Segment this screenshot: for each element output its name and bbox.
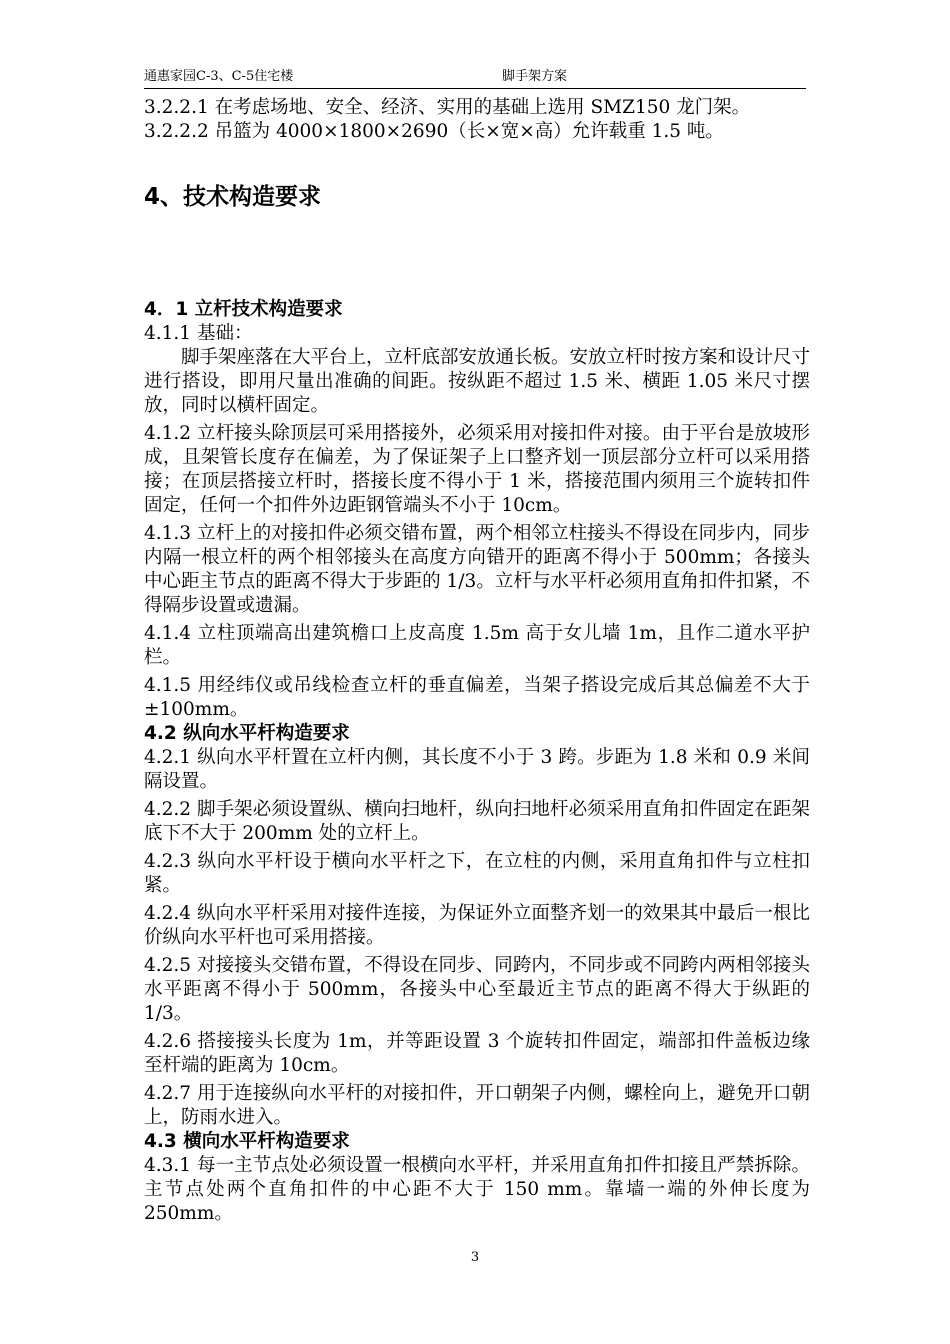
header-project-name: 通惠家园C-3、C-5住宅楼: [144, 69, 294, 84]
page-number: 3: [470, 1250, 480, 1265]
para-4-1-3: 4.1.3 立杆上的对接扣件必须交错布置，两个相邻立柱接头不得设在同步内，同步内隔一根立杆的两个相邻接头在高度方向错开的距离不得小于 500mm；各接头中心距主节点的距离不得大于步距的 1/3。立杆与水平杆必须用直角扣件扣紧，不得隔步设置或遗漏。: [144, 523, 810, 616]
para-4-1-4: 4.1.4 立柱顶端高出建筑檐口上皮高度 1.5m 高于女儿墙 1m，且作二道水平护栏。: [144, 623, 810, 668]
para-4-2-6: 4.2.6 搭接接头长度为 1m，并等距设置 3 个旋转扣件固定，端部扣件盖板边缘至杆端的距离为 10cm。: [144, 1031, 810, 1076]
header-document-title: 脚手架方案: [502, 69, 568, 84]
heading-4-1: 4．1 立杆技术构造要求: [144, 299, 343, 320]
heading-4-2: 4.2 纵向水平杆构造要求: [144, 723, 350, 744]
para-4-2-2: 4.2.2 脚手架必须设置纵、横向扫地杆，纵向扫地杆必须采用直角扣件固定在距架底下不大于 200mm 处的立杆上。: [144, 799, 810, 844]
para-4-2-5: 4.2.5 对接接头交错布置，不得设在同步、同跨内，不同步或不同跨内两相邻接头水平距离不得小于 500mm，各接头中心至最近主节点的距离不得大于纵距的 1/3。: [144, 955, 810, 1024]
para-4-1-1-body: 脚手架座落在大平台上，立杆底部安放通长板。安放立杆时按方案和设计尺寸进行搭设，即用尺量出准确的间距。按纵距不超过 1.5 米、横距 1.05 米尺寸摆放，同时以横杆固定。: [144, 347, 811, 416]
para-4-2-7: 4.2.7 用于连接纵向水平杆的对接扣件，开口朝架子内侧，螺栓向上，避免开口朝上，防雨水进入。: [144, 1083, 810, 1128]
para-4-2-4: 4.2.4 纵向水平杆采用对接件连接，为保证外立面整齐划一的效果其中最后一根比价纵向水平杆也可采用搭接。: [144, 903, 810, 948]
para-4-2-3: 4.2.3 纵向水平杆设于横向水平杆之下，在立柱的内侧，采用直角扣件与立柱扣紧。: [144, 851, 810, 896]
para-4-1-5: 4.1.5 用经纬仪或吊线检查立杆的垂直偏差，当架子搭设完成后其总偏差不大于±100mm。: [144, 675, 810, 720]
intro-line-1: 3.2.2.1 在考虑场地、安全、经济、实用的基础上选用 SMZ150 龙门架。: [144, 97, 751, 118]
para-4-3-1: 4.3.1 每一主节点处必须设置一根横向水平杆，并采用直角扣件扣接且严禁拆除。主节点处两个直角扣件的中心距不大于 150 mm。靠墙一端的外伸长度为 250mm。: [144, 1155, 810, 1224]
intro-line-2: 3.2.2.2 吊篮为 4000×1800×2690（长×宽×高）允许载重 1.5 吨。: [144, 121, 724, 142]
page-body: [144, 96, 810, 1226]
para-4-1-2: 4.1.2 立杆接头除顶层可采用搭接外，必须采用对接扣件对接。由于平台是放坡形成，且架管长度存在偏差，为了保证架子上口整齐划一顶层部分立杆可以采用搭接；在顶层搭接立杆时，搭接长度不得小于 1 米，搭接范围内须用三个旋转扣件固定，任何一个扣件外边距钢管端头不小于 10cm。: [144, 423, 810, 516]
section-title: 4、技术构造要求: [144, 184, 322, 210]
para-4-1-1-label: 4.1.1 基础：: [144, 323, 253, 344]
para-4-2-1: 4.2.1 纵向水平杆置在立杆内侧，其长度不小于 3 跨。步距为 1.8 米和 0.9 米间隔设置。: [144, 747, 810, 792]
heading-4-3: 4.3 横向水平杆构造要求: [144, 1131, 350, 1152]
page-header: [144, 68, 806, 89]
